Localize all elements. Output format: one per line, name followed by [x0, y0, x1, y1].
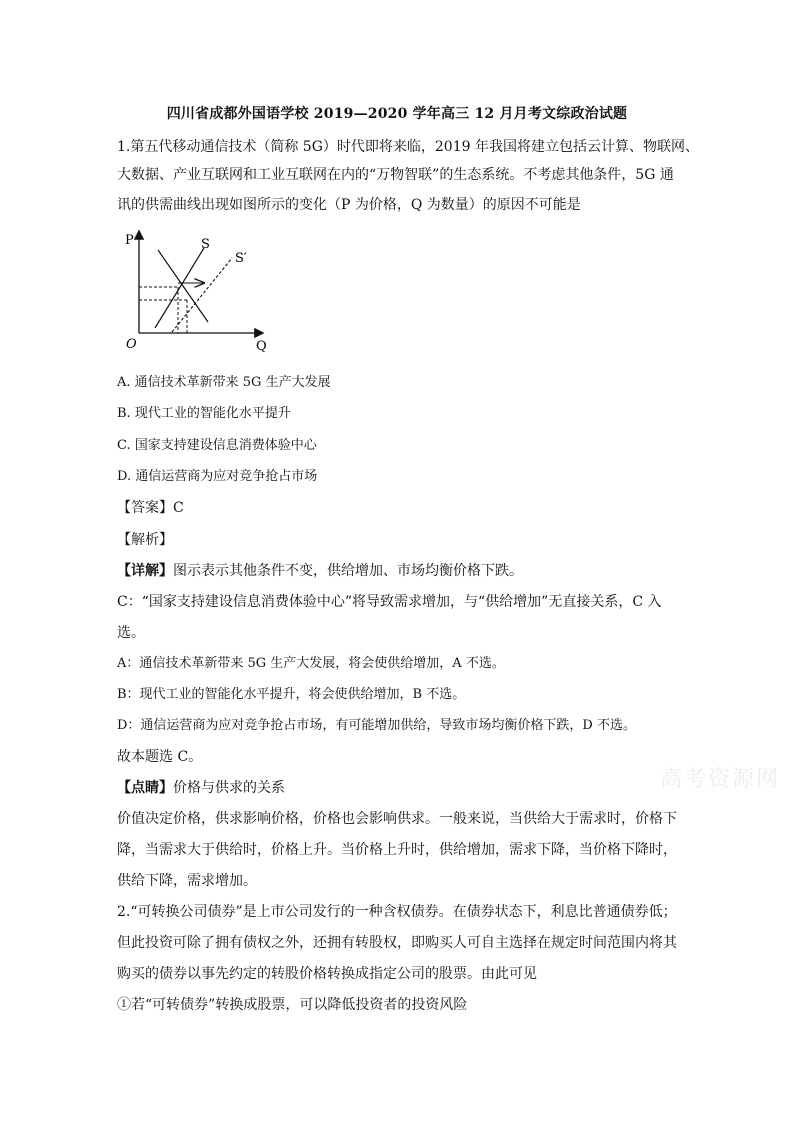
q1-explain-line-4: B：现代工业的智能化水平提升，将会使供给增加，B 不选。 [117, 687, 466, 702]
q1-detail-heading: 【详解】 [117, 563, 173, 579]
q1-point [117, 778, 285, 798]
origin-label: O [126, 337, 137, 352]
q1-explain-line-2: 选。 [117, 625, 145, 641]
q1-stem-line-2: 大数据、产业互联网和工业互联网在内的“万物智联”的生态系统。不考虑其他条件，5G 通 [117, 167, 674, 183]
q2-item-1: ①若“可转债券”转换成股票，可以降低投资者的投资风险 [117, 997, 468, 1013]
q1-option-c: C. 国家支持建设信息消费体验中心 [117, 438, 317, 453]
supply-curve-s [155, 248, 204, 328]
q1-option-a: A. 通信技术革新带来 5G 生产大发展 [117, 375, 331, 390]
q1-explain-line-1: C：“国家支持建设信息消费体验中心”将导致需求增加，与“供给增加”无直接关系，C 入 [117, 594, 662, 610]
q1-explain-line-5: D：通信运营商为应对竞争抢占市场，有可能增加供给，导致市场均衡价格下跌，D 不选。 [117, 718, 636, 733]
q1-analysis-heading: 【解析】 [117, 532, 173, 548]
q1-point-heading: 【点睛】 [117, 780, 173, 796]
watermark: 高考资源网 [660, 767, 781, 792]
q1-option-b: B. 现代工业的智能化水平提升 [117, 406, 291, 421]
q1-stem-line-1: 1.第五代移动通信技术（简称 5G）时代即将来临，2019 年我国将建立包括云计算、物联网、 [117, 139, 699, 155]
q1-detail [117, 561, 523, 581]
supply-curve-s-prime-label: S′ [235, 251, 247, 266]
q1-point-line-1: 价值决定价格，供求影响价格，价格也会影响供求。一般来说，当供给大于需求时，价格下 [117, 811, 677, 827]
supply-demand-graph [120, 228, 280, 354]
q1-explain-line-3: A：通信技术革新带来 5G 生产大发展，将会使供给增加，A 不选。 [117, 656, 505, 671]
supply-curve-s-label: S [201, 237, 210, 252]
q2-stem-line-3: 购买的债券以事先约定的转股价格转换成指定公司的股票。由此可见 [117, 966, 537, 982]
q1-point-title: 价格与供求的关系 [173, 780, 285, 796]
q1-stem-line-3: 讯的供需曲线出现如图所示的变化（P 为价格，Q 为数量）的原因不可能是 [117, 197, 581, 213]
supply-curve-s-prime [172, 258, 232, 332]
q2-stem-line-2: 但此投资可除了拥有债权之外，还拥有转股权，即购买人可自主选择在规定时间范围内将其 [117, 935, 677, 951]
q1-point-line-3: 供给下降，需求增加。 [117, 873, 257, 889]
q1-option-d: D. 通信运营商为应对竞争抢占市场 [117, 469, 318, 484]
q1-detail-text: 图示表示其他条件不变，供给增加、市场均衡价格下跌。 [173, 563, 523, 579]
q-axis-label: Q [256, 339, 267, 354]
q1-answer: 【答案】C [117, 500, 184, 516]
q2-stem-line-1: 2.“可转换公司债券”是上市公司发行的一种含权债券。在债券状态下，利息比普通债券低； [117, 904, 677, 920]
p-axis-label: P [125, 233, 134, 248]
q1-point-line-2: 降，当需求大于供给时，价格上升。当价格上升时，供给增加，需求下降，当价格下降时， [117, 842, 677, 858]
q1-explain-line-6: 故本题选 C。 [117, 749, 203, 765]
page-title: 四川省成都外国语学校 2019—2020 学年高三 12 月月考文综政治试题 [166, 106, 628, 122]
